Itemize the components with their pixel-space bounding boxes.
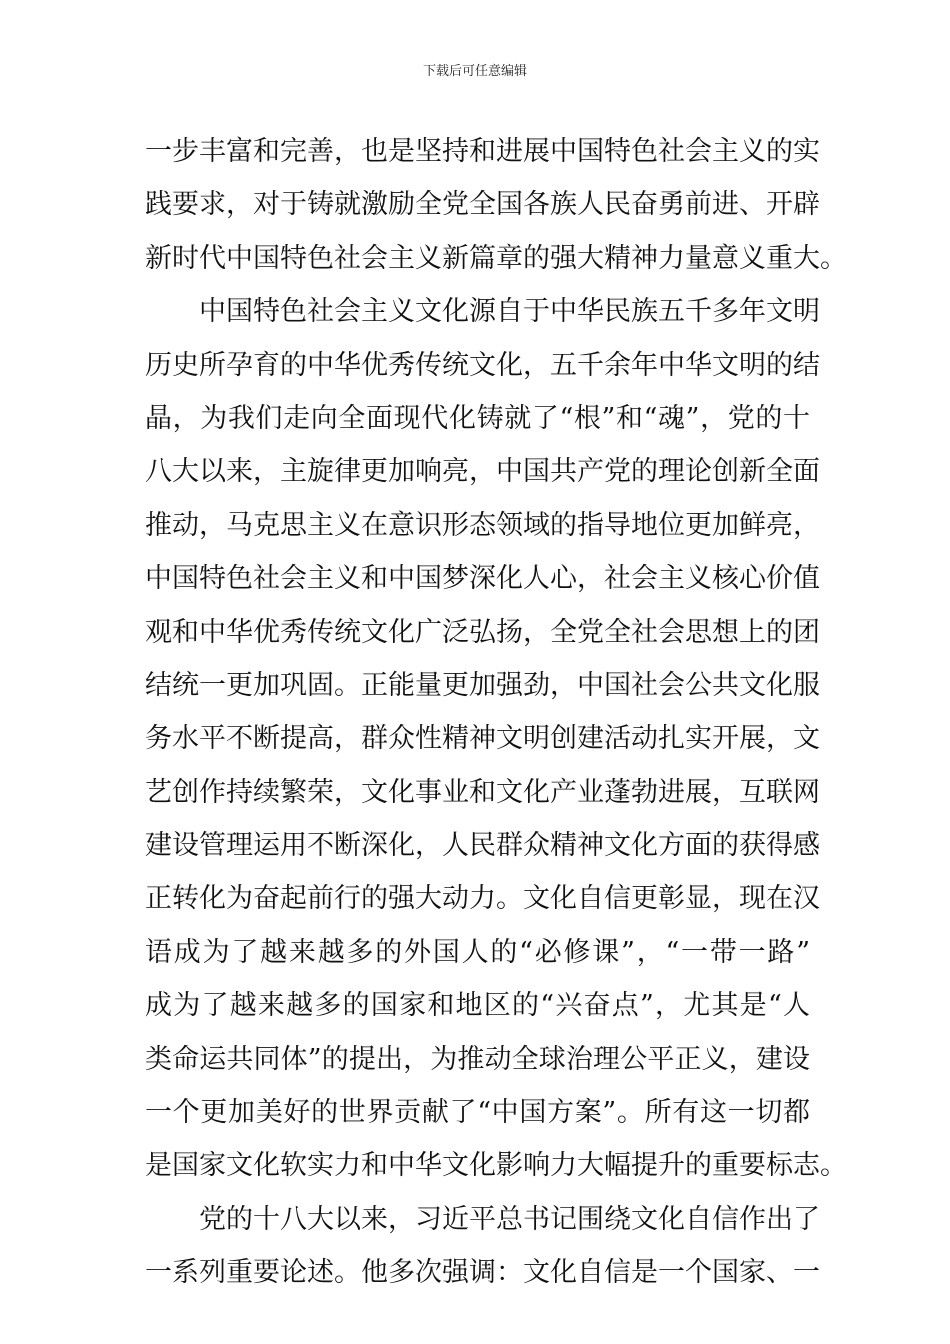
text-line: 一系列重要论述。他多次强调：文化自信是一个国家、一: [145, 1257, 820, 1289]
paragraph-3: [145, 1193, 820, 1300]
text-line: 一步丰富和完善，也是坚持和进展中国特色社会主义的实: [145, 136, 820, 167]
text-line: 中国特色社会主义和中国梦深化人心，社会主义核心价值: [145, 563, 820, 595]
text-line: 践要求，对于铸就激励全党全国各族人民奋勇前进、开辟: [145, 189, 820, 221]
text-line: 类命运共同体”的提出，为推动全球治理公平正义，建设: [145, 1043, 810, 1075]
text-line: 一个更加美好的世界贡献了“中国方案”。所有这一切都: [145, 1097, 810, 1129]
text-line: 观和中华优秀传统文化广泛弘扬，全党全社会思想上的团: [145, 616, 820, 648]
text-line: 晶，为我们走向全面现代化铸就了“根”和“魂”，党的十: [145, 402, 810, 434]
page-header: 下载后可任意编辑: [422, 64, 527, 79]
paragraph-1: [145, 125, 847, 285]
text-line: 是国家文化软实力和中华文化影响力大幅提升的重要标志。: [145, 1150, 847, 1182]
text-line: 语成为了越来越多的外国人的“必修课”，“一带一路”: [145, 936, 810, 968]
text-line: 中国特色社会主义文化源自于中华民族五千多年文明: [199, 296, 820, 328]
text-line: 务水平不断提高，群众性精神文明创建活动扎实开展，文: [145, 723, 820, 755]
paragraph-2: [145, 285, 847, 1193]
text-line: 推动，马克思主义在意识形态领域的指导地位更加鲜亮，: [145, 509, 820, 541]
text-line: 新时代中国特色社会主义新篇章的强大精神力量意义重大。: [145, 242, 847, 274]
text-line: 艺创作持续繁荣，文化事业和文化产业蓬勃进展，互联网: [145, 776, 820, 808]
text-line: 正转化为奋起前行的强大动力。文化自信更彰显，现在汉: [145, 883, 820, 915]
text-line: 建设管理运用不断深化，人民群众精神文化方面的获得感: [145, 830, 820, 862]
text-line: 结统一更加巩固。正能量更加强劲，中国社会公共文化服: [145, 669, 820, 701]
text-line: 党的十八大以来，习近平总书记围绕文化自信作出了: [199, 1203, 820, 1235]
text-line: 成为了越来越多的国家和地区的“兴奋点”，尤其是“人: [145, 990, 810, 1022]
document-body: [145, 125, 847, 1300]
text-line: 八大以来，主旋律更加响亮，中国共产党的理论创新全面: [145, 456, 820, 488]
text-line: 历史所孕育的中华优秀传统文化，五千余年中华文明的结: [145, 349, 820, 381]
